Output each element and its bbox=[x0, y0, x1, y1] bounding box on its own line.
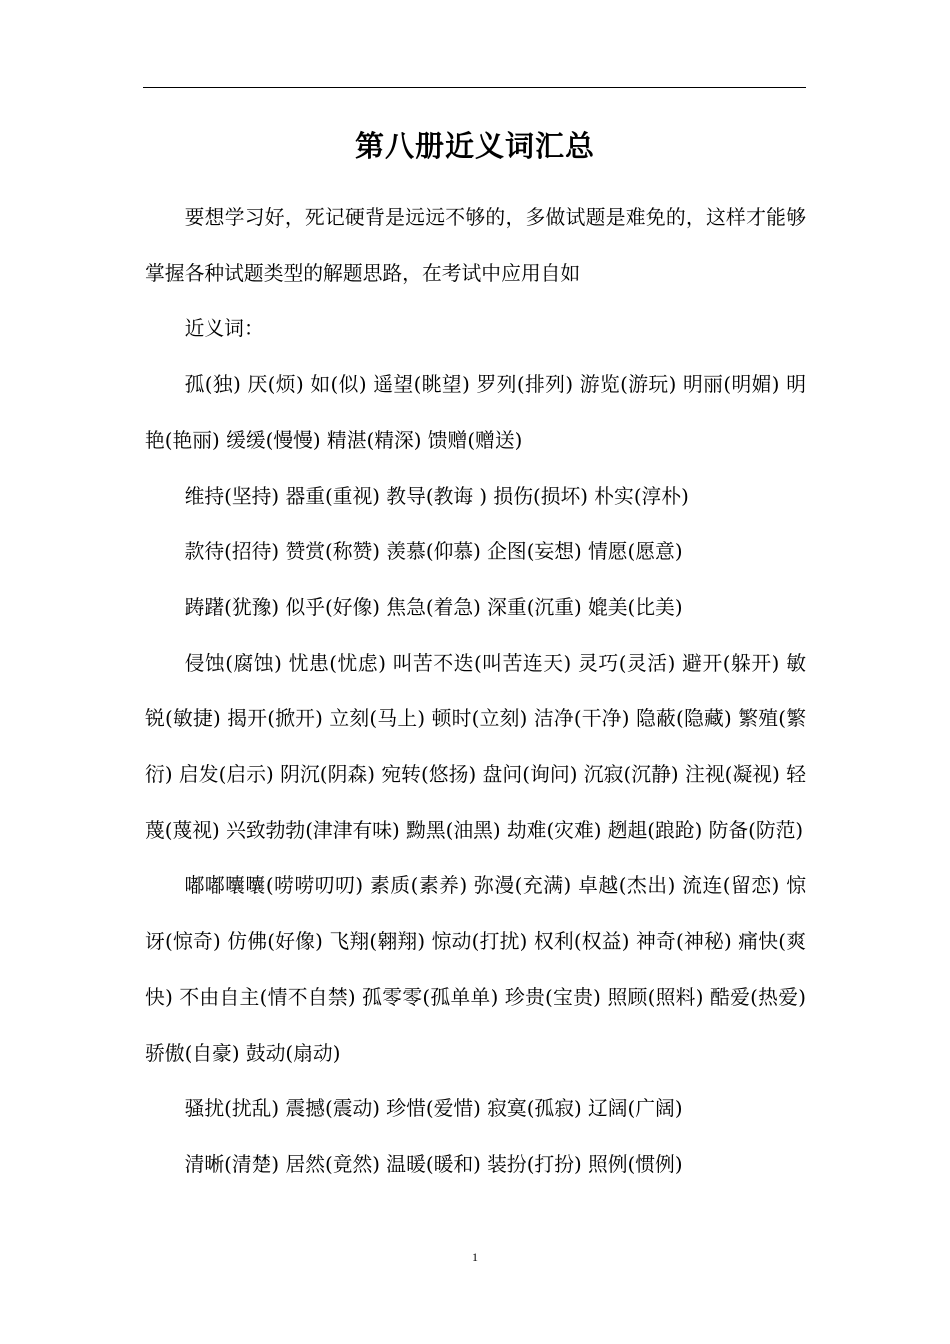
paragraph-synonyms: 侵蚀(腐蚀) 忧患(忧虑) 叫苦不迭(叫苦连天) 灵巧(灵活) 避开(躲开) 敏锐(敏捷) 揭开(掀开) 立刻(马上) 顿时(立刻) 洁净(干净) 隐蔽(隐藏) 繁殖(繁衍) 启发(启示) 阴沉(阴森) 宛转(悠扬) 盘问(询问) 沉寂(沉静) 注视(凝视) 轻蔑(蔑视) 兴致勃勃(津津有味) 黝黑(油黑) 劫难(灾难) 趔趄(踉跄) 防备(防范) bbox=[145, 651, 806, 842]
paragraph-synonyms: 孤(独) 厌(烦) 如(似) 遥望(眺望) 罗列(排列) 游览(游玩) 明丽(明媚) 明艳(艳丽) 缓缓(慢慢) 精湛(精深) 馈赠(赠送) bbox=[145, 373, 806, 452]
paragraph-synonyms: 款待(招待) 赞赏(称赞) 羡慕(仰慕) 企图(妄想) 情愿(愿意) bbox=[184, 540, 683, 564]
document-body bbox=[145, 190, 806, 1193]
page-number: 1 bbox=[472, 1250, 478, 1264]
paragraph-heading: 近义词： bbox=[184, 317, 264, 341]
paragraph-synonyms: 骚扰(扰乱) 震撼(震动) 珍惜(爱惜) 寂寞(孤寂) 辽阔(广阔) bbox=[184, 1097, 683, 1121]
paragraph-intro: 要想学习好，死记硬背是远远不够的，多做试题是难免的，这样才能够掌握各种试题类型的解题思路，在考试中应用自如 bbox=[145, 206, 806, 285]
document-title: 第八册近义词汇总 bbox=[354, 129, 595, 163]
paragraph-synonyms: 嘟嘟囔囔(唠唠叨叨) 素质(素养) 弥漫(充满) 卓越(杰出) 流连(留恋) 惊讶(惊奇) 仿佛(好像) 飞翔(翱翔) 惊动(打扰) 权利(权益) 神奇(神秘) 痛快(爽快) 不由自主(情不自禁) 孤零零(孤单单) 珍贵(宝贵) 照顾(照料) 酷爱(热爱) 骄傲(自豪) 鼓动(扇动) bbox=[145, 874, 806, 1065]
paragraph-synonyms: 踌躇(犹豫) 似乎(好像) 焦急(着急) 深重(沉重) 媲美(比美) bbox=[184, 595, 683, 619]
paragraph-synonyms: 清晰(清楚) 居然(竟然) 温暖(暖和) 装扮(打扮) 照例(惯例) bbox=[184, 1152, 683, 1176]
paragraph-synonyms: 维持(坚持) 器重(重视) 教导(教诲 ) 损伤(损坏) 朴实(淳朴) bbox=[184, 484, 689, 508]
header-rule bbox=[143, 87, 806, 88]
